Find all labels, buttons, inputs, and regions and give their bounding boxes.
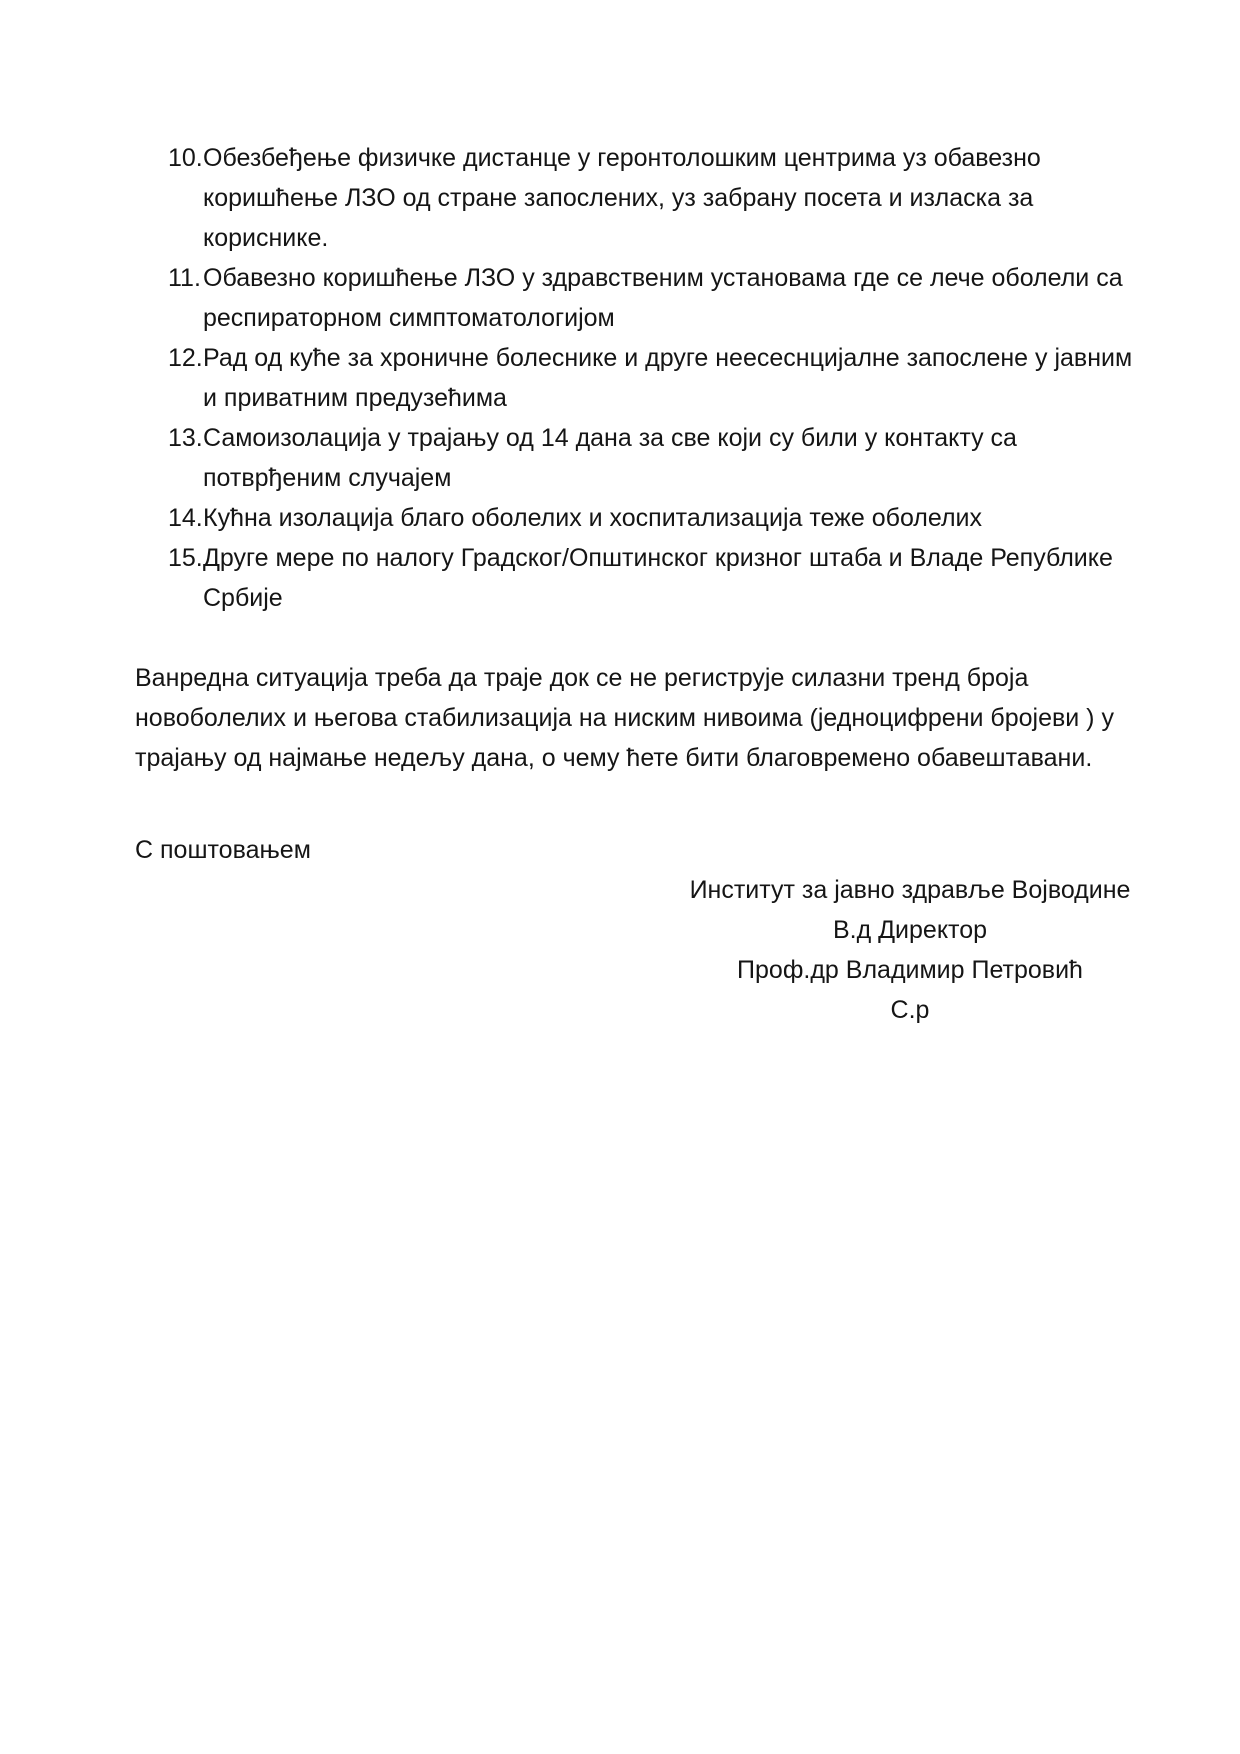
list-item-11 — [135, 258, 1123, 338]
closing-salutation — [135, 830, 1108, 870]
list-item-text — [203, 498, 1108, 538]
list-item-text — [203, 538, 1113, 618]
list-item-number: 14. — [168, 504, 203, 532]
list-item-10 — [135, 138, 1108, 258]
list-item-13 — [135, 418, 1108, 498]
list-item-15 — [135, 538, 1113, 618]
emergency-duration-paragraph — [135, 658, 1114, 778]
list-item-line: Рад од куће за хроничне болеснике и друге неесеснцијалне запослене у јавним — [203, 344, 1133, 372]
list-item-12 — [135, 338, 1133, 418]
list-item-text — [203, 338, 1133, 418]
list-item-line: Србије — [203, 584, 283, 612]
list-item-number: 13. — [168, 424, 203, 452]
list-item-line: кориснике. — [203, 224, 329, 252]
list-item-number: 12. — [168, 344, 203, 372]
list-item-text — [203, 258, 1123, 338]
list-item-text — [203, 138, 1108, 258]
list-item-line: Самоизолација у трајању од 14 дана за све који су били у контакту са — [203, 424, 1017, 452]
signature-block — [680, 870, 1140, 1030]
list-item-line: потврђеним случајем — [203, 464, 452, 492]
list-item-text — [203, 418, 1108, 498]
paragraph-line: Ванредна ситуација треба да траје док се не региструје силазни тренд броја — [135, 664, 1029, 692]
list-item-14 — [135, 498, 1108, 538]
list-item-line: Обезбеђење физичке дистанце у геронтолошким центрима уз обавезно — [203, 144, 1041, 172]
list-item-line: Обавезно коришћење ЛЗО у здравственим установама где се лече оболели са — [203, 264, 1123, 292]
list-item-line: и приватним предузећима — [203, 384, 507, 412]
signature-institution: Институт за јавно здравље Војводине — [689, 876, 1131, 904]
measures-list — [135, 138, 1133, 618]
signature-name: Проф.др Владимир Петровић — [737, 956, 1083, 984]
list-item-number: 10. — [168, 144, 203, 172]
list-item-line: респираторном симптоматологијом — [203, 304, 615, 332]
list-item-line: Друге мере по налогу Градског/Општинског кризног штаба и Владе Републике — [203, 544, 1113, 572]
list-item-number: 15. — [168, 544, 203, 572]
list-item-line: Кућна изолација благо оболелих и хоспитализација теже оболелих — [203, 504, 983, 532]
paragraph-line: трајању од најмање недељу дана, о чему ћете бити благовремено обавештавани. — [135, 744, 1093, 772]
closing-line: С поштовањем — [135, 836, 311, 864]
paragraph-line: новоболелих и његова стабилизација на ниским нивоима (једноцифрени бројеви ) у — [135, 704, 1114, 732]
list-item-number: 11. — [168, 264, 201, 292]
list-item-line: коришћење ЛЗО од стране запослених, уз забрану посета и изласка за — [203, 184, 1034, 212]
signature-title: В.д Директор — [832, 916, 988, 944]
signature-sr: С.р — [890, 996, 930, 1024]
